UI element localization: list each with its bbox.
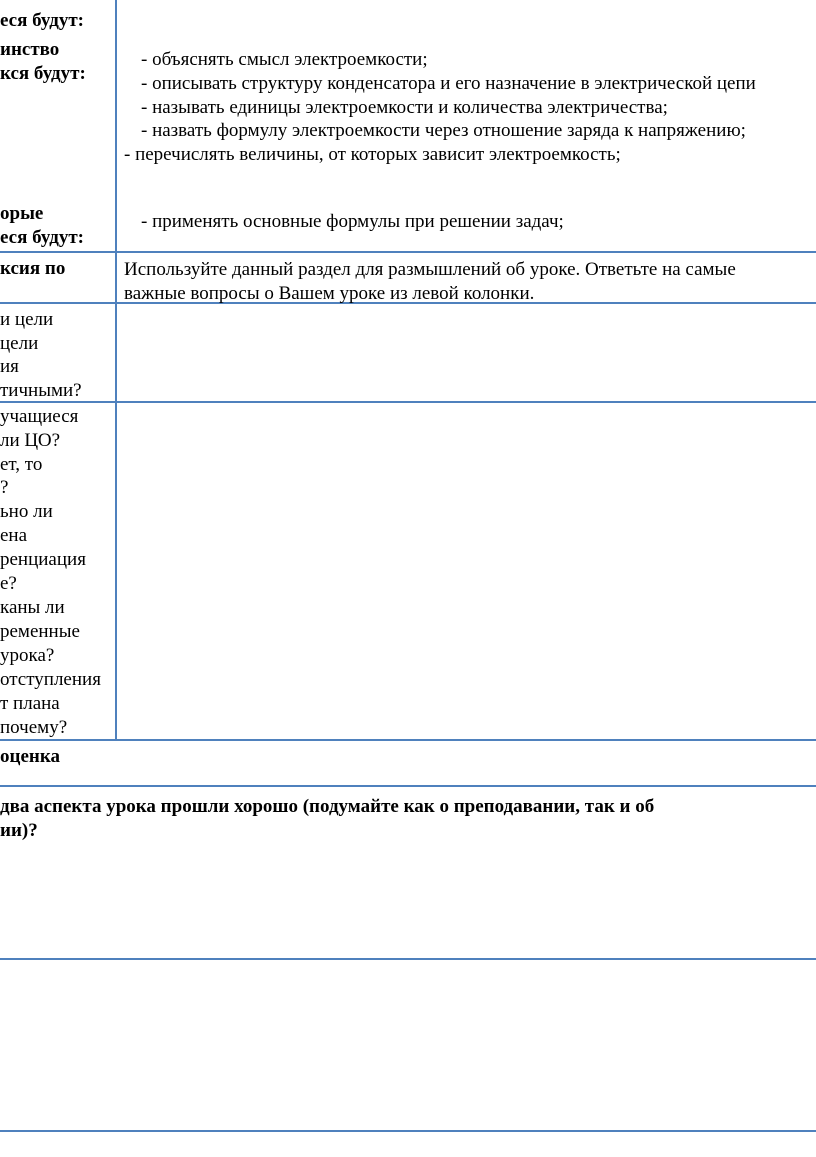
- goals-question-line: и цели: [0, 309, 54, 330]
- objective-item: - объяснять смысл электроемкости;: [141, 49, 428, 70]
- students-question-line: ременные: [0, 621, 80, 642]
- students-question-line: ?: [0, 477, 9, 498]
- reflection-header: ксия по: [0, 258, 66, 279]
- goals-question-line: цели: [0, 333, 39, 354]
- students-question-line: ли ЦО?: [0, 430, 61, 451]
- students-question-line: урока?: [0, 645, 55, 666]
- row-divider-summary: [0, 785, 816, 787]
- label-all-students-2: инство: [0, 39, 60, 60]
- reflection-instructions-1: Используйте данный раздел для размышлений об уроке. Ответьте на самые: [124, 259, 736, 280]
- label-some-students-2: еся будут:: [0, 227, 84, 248]
- objective-item: - называть единицы электроемкости и количества электричества;: [141, 97, 668, 118]
- label-all-students-3: кся будут:: [0, 63, 86, 84]
- table-column-divider: [115, 0, 117, 741]
- row-divider-goals: [0, 401, 816, 403]
- students-question-line: отступления: [0, 669, 101, 690]
- row-divider-aspects: [0, 958, 816, 960]
- objective-item: - описывать структуру конденсатора и его назначение в электрической цепи: [141, 73, 756, 94]
- page-bottom-rule: [0, 1130, 816, 1132]
- students-question-line: ет, то: [0, 454, 43, 475]
- students-question-line: каны ли: [0, 597, 65, 618]
- students-question-line: ена: [0, 525, 28, 546]
- students-question-line: е?: [0, 573, 17, 594]
- students-question-line: т плана: [0, 693, 60, 714]
- objective-item: - назвать формулу электроемкости через отношение заряда к напряжению;: [141, 120, 746, 141]
- students-question-line: ренциация: [0, 549, 86, 570]
- label-some-students-1: орые: [0, 203, 44, 224]
- aspects-question-2: ии)?: [0, 820, 38, 841]
- goals-question-line: тичными?: [0, 380, 82, 401]
- students-question-line: почему?: [0, 717, 68, 738]
- objective-some-students: - применять основные формулы при решении задач;: [141, 211, 564, 232]
- label-all-students-1: еся будут:: [0, 10, 84, 31]
- objective-item: - перечислять величины, от которых зависит электроемкость;: [124, 144, 621, 165]
- row-divider-objectives: [0, 251, 816, 253]
- row-divider-students: [0, 739, 816, 741]
- reflection-instructions-2: важные вопросы о Вашем уроке из левой колонки.: [124, 283, 535, 304]
- summary-header: оценка: [0, 746, 60, 767]
- aspects-question-1: два аспекта урока прошли хорошо (подумайте как о преподавании, так и об: [0, 796, 655, 817]
- goals-question-line: ия: [0, 356, 19, 377]
- students-question-line: учащиеся: [0, 406, 79, 427]
- students-question-line: ьно ли: [0, 501, 53, 522]
